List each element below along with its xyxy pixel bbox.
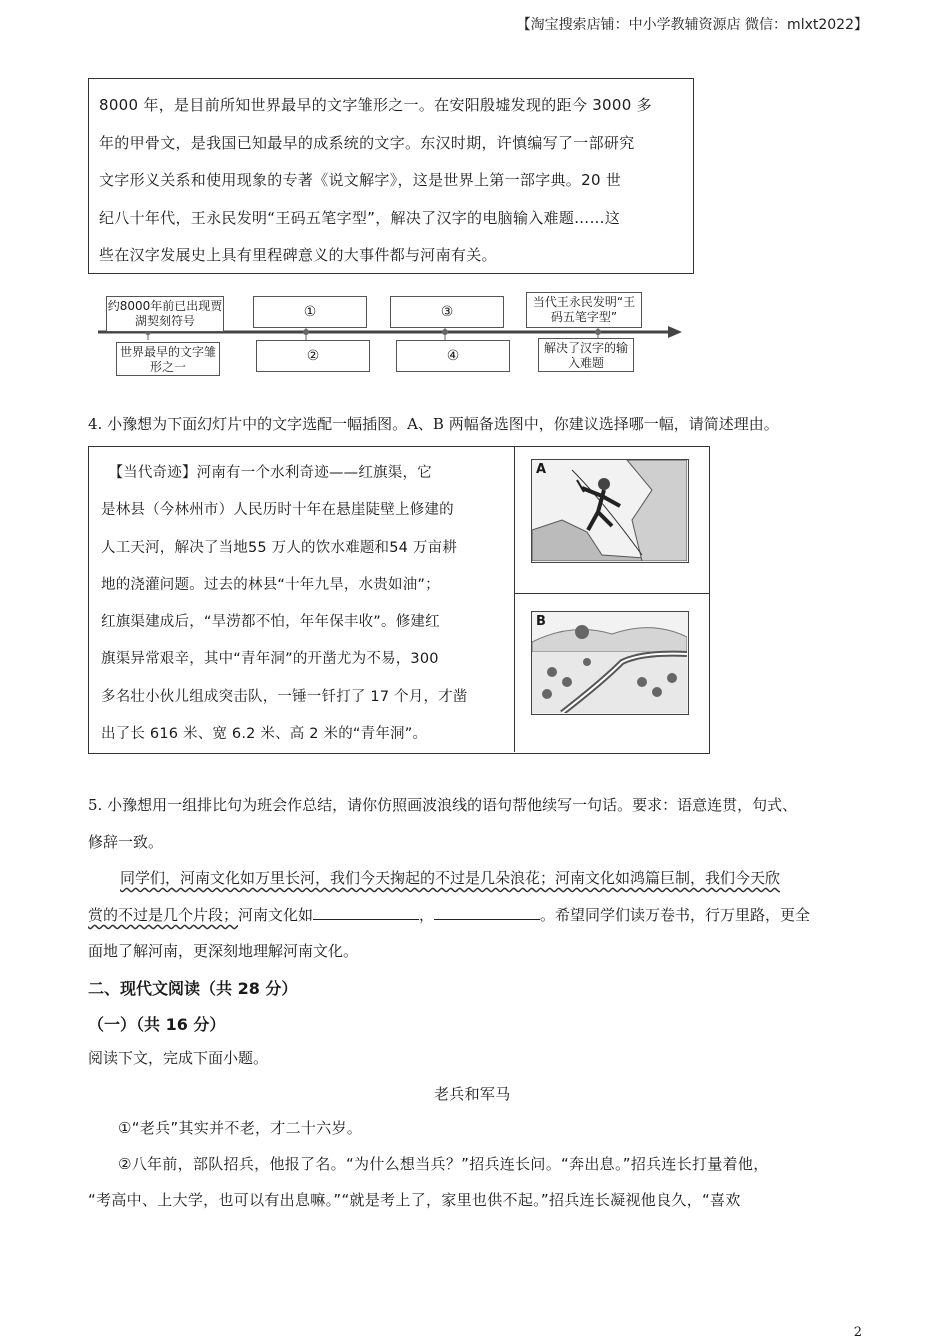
passage-line: 些在汉字发展史上具有里程碑意义的大事件都与河南有关。 (99, 246, 497, 264)
slide-line: 人工天河，解决了当地55 万人的饮水难题和54 万亩耕 (101, 539, 458, 556)
answer-blank-1[interactable] (313, 905, 419, 920)
comma: ， (419, 906, 435, 924)
timeline-top-4: 当代王永民发明“王码五笔字型” (526, 292, 642, 328)
cell-divider (515, 593, 709, 594)
story-paragraph-1: ①“老兵”其实并不老，才二十六岁。 (118, 1119, 363, 1137)
passage-line: 年的甲骨文，是我国已知最早的成系统的文字。东汉时期，许慎编写了一部研究 (99, 133, 635, 152)
passage-line: 8000 年，是目前所知世界最早的文字雏形之一。在安阳殷墟发现的距今 3000 多 (99, 96, 652, 114)
wavy-sentence-1 (120, 868, 780, 888)
slide-line: 【当代奇迹】河南有一个水利奇迹——红旗渠，它 (101, 465, 432, 481)
question-4: 4. 小豫想为下面幻灯片中的文字选配一幅插图。A、B 两幅备选图中，你建议选择哪一幅，请简述理由。 (88, 415, 779, 433)
wavy-text: 赏的不过是几个片段； (88, 906, 239, 924)
wavy-text: 同学们，河南文化如万里长河，我们今天掬起的不过是几朵浪花；河南文化如鸿篇巨制，我们今天欣 (120, 869, 781, 887)
slide-line: 旗渠异常艰辛，其中“青年洞”的开凿尤为不易，300 (101, 651, 439, 668)
slide-line: 红旗渠建成后，“旱涝都不怕，年年保丰收”。修建红 (101, 614, 440, 631)
after-blank-text: 。希望同学们读万卷书，行万里路，更全 (540, 906, 811, 924)
slide-line: 多名壮小伙儿组成突击队，一锤一钎打了 17 个月，才凿 (101, 688, 468, 705)
shop-header: 【淘宝搜索店铺：中小学教辅资源店 微信：mlxt2022】 (516, 17, 868, 33)
slide-line: 地的浇灌问题。过去的林县“十年九旱，水贵如油”； (101, 576, 440, 593)
timeline-bottom-4: 解决了汉字的输入难题 (538, 338, 634, 372)
timeline-diagram (98, 292, 683, 378)
answer-blank-2[interactable] (434, 905, 540, 920)
story-paragraph-2: ②八年前，部队招兵，他报了名。“为什么想当兵？”招兵连长问。“奔出息。”招兵连长打量着他， (118, 1155, 769, 1173)
question-5-line1: 5. 小豫想用一组排比句为班会作总结，请你仿照画波浪线的语句帮他续写一句话。要求：语意连贯，句式、 (88, 796, 798, 814)
question-5-line4: 面地了解河南，更深刻地理解河南文化。 (88, 942, 359, 960)
page-number: 2 (853, 1325, 862, 1340)
passage-line: 文字形义关系和使用现象的专著《说文解字》，这是世界上第一部字典。20 世 (99, 171, 622, 189)
story-paragraph-2-cont: “考高中、上大学，也可以有出息嘛。”“就是考上了，家里也供不起。”招兵连长凝视他良久，“喜欢 (88, 1191, 741, 1209)
question-5-line2: 修辞一致。 (88, 833, 164, 851)
illustration-a (531, 459, 689, 563)
slide-line: 是林县（今林州市）人民历时十年在悬崖陡壁上修建的 (101, 502, 454, 519)
passage-box (88, 78, 694, 274)
slide-line: 出了长 616 米、宽 6.2 米、高 2 米的“青年洞”。 (101, 726, 428, 743)
timeline-bottom-2: ② (256, 340, 370, 372)
fill-line (88, 905, 810, 925)
timeline-top-3: ③ (390, 296, 504, 328)
reading-instruction: 阅读下文，完成下面小题。 (88, 1049, 269, 1067)
slide-table (88, 446, 710, 754)
illustration-b (531, 611, 689, 715)
cliff-worker-illustration (532, 460, 687, 561)
section-2-subtitle: （一）（共 16 分） (88, 1015, 226, 1034)
canal-landscape-illustration (532, 612, 687, 713)
illustration-b-label: B (536, 614, 546, 629)
slide-text (89, 447, 515, 752)
illustration-a-label: A (536, 462, 547, 477)
section-2-title: 二、现代文阅读（共 28 分） (88, 979, 298, 998)
timeline-bottom-3: ④ (396, 340, 510, 372)
story-title: 老兵和军马 (434, 1085, 511, 1103)
timeline-bottom-1: 世界最早的文字雏形之一 (116, 342, 220, 376)
passage-line: 纪八十年代，王永民发明“王码五笔字型”，解决了汉字的电脑输入难题……这 (99, 208, 621, 227)
timeline-top-1: 约8000年前已出现贾湖契刻符号 (106, 296, 224, 332)
fill-prefix: 河南文化如 (238, 906, 314, 924)
timeline-top-2: ① (253, 296, 367, 328)
